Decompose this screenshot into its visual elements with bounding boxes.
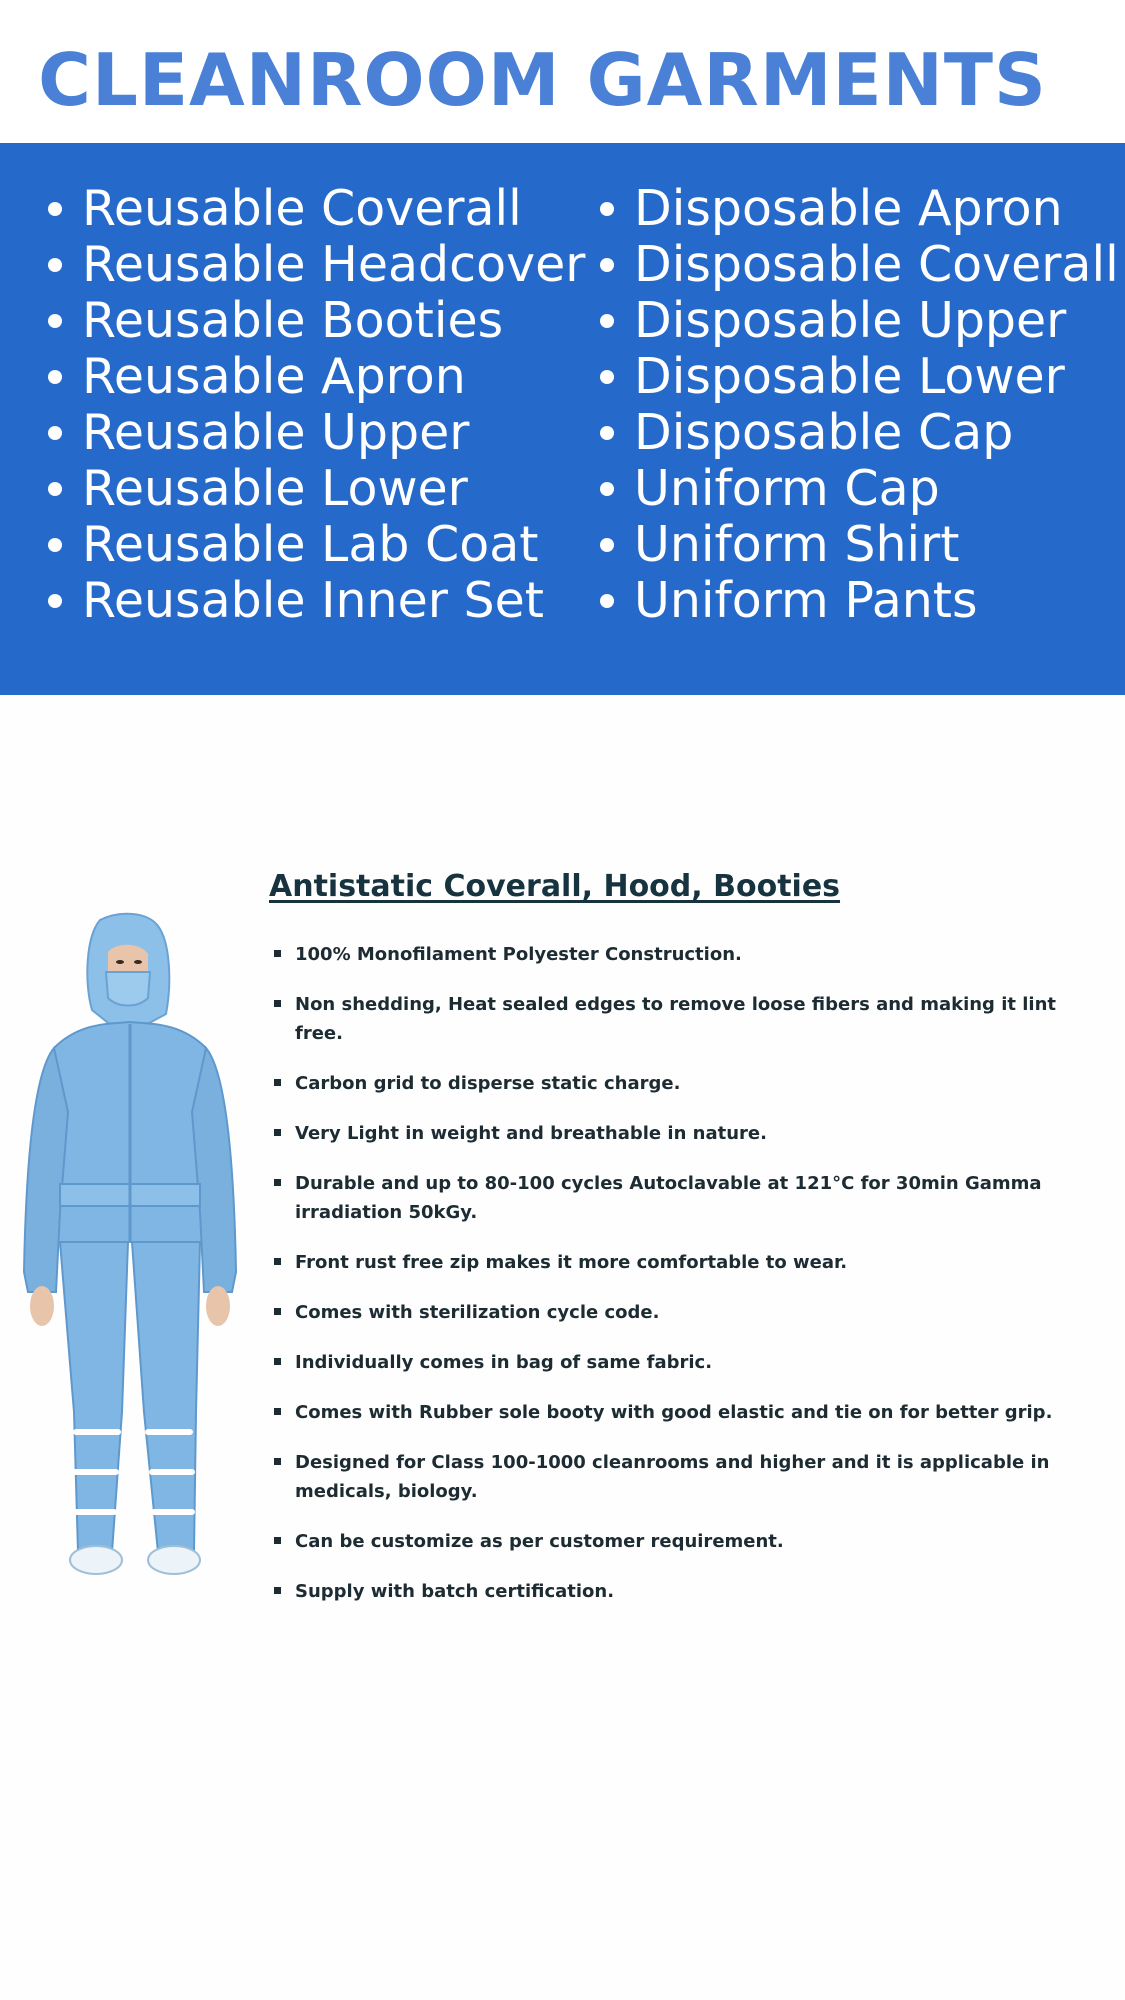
list-item: Reusable Booties <box>44 293 585 349</box>
list-item: Individually comes in bag of same fabric. <box>274 1348 1104 1377</box>
bullet-icon <box>600 370 614 384</box>
list-item: Durable and up to 80-100 cycles Autoclavable at 121°C for 30min Gamma irradiation 50kGy. <box>274 1169 1104 1227</box>
list-item: Very Light in weight and breathable in nature. <box>274 1119 1104 1148</box>
list-item: Front rust free zip makes it more comfortable to wear. <box>274 1248 1104 1277</box>
list-item: Designed for Class 100-1000 cleanrooms and higher and it is applicable in medicals, biology. <box>274 1448 1104 1506</box>
bullet-icon <box>48 482 62 496</box>
list-item: 100% Monofilament Polyester Construction. <box>274 940 1104 969</box>
coverall-photo <box>20 912 240 1587</box>
list-item: Uniform Shirt <box>596 517 1119 573</box>
bullet-icon <box>274 950 281 957</box>
bullet-icon <box>274 1408 281 1415</box>
bullet-icon <box>274 1129 281 1136</box>
list-item: Disposable Coverall <box>596 237 1119 293</box>
list-item: Non shedding, Heat sealed edges to remove loose fibers and making it lint free. <box>274 990 1104 1048</box>
page-title: CLEANROOM GARMENTS <box>38 38 1047 122</box>
bullet-icon <box>274 1458 281 1465</box>
bullet-icon <box>48 314 62 328</box>
page-header <box>0 0 1125 143</box>
list-item: Reusable Lower <box>44 461 585 517</box>
bullet-icon <box>600 594 614 608</box>
list-item: Carbon grid to disperse static charge. <box>274 1069 1104 1098</box>
bullet-icon <box>600 482 614 496</box>
bullet-icon <box>600 426 614 440</box>
bullet-icon <box>274 1079 281 1086</box>
list-item: Reusable Inner Set <box>44 573 585 629</box>
list-item: Comes with sterilization cycle code. <box>274 1298 1104 1327</box>
list-item: Uniform Cap <box>596 461 1119 517</box>
list-item: Reusable Coverall <box>44 181 585 237</box>
bullet-icon <box>48 370 62 384</box>
bullet-icon <box>48 426 62 440</box>
bullet-icon <box>48 538 62 552</box>
bullet-icon <box>600 538 614 552</box>
list-item: Reusable Upper <box>44 405 585 461</box>
list-item: Can be customize as per customer requirement. <box>274 1527 1104 1556</box>
product-list-banner <box>0 143 1125 695</box>
bullet-icon <box>48 202 62 216</box>
bullet-icon <box>274 1537 281 1544</box>
bullet-icon <box>600 258 614 272</box>
list-item: Reusable Lab Coat <box>44 517 585 573</box>
bullet-icon <box>274 1308 281 1315</box>
disposable-uniform-list <box>596 181 1119 629</box>
bullet-icon <box>274 1179 281 1186</box>
list-item: Disposable Cap <box>596 405 1119 461</box>
bullet-icon <box>48 594 62 608</box>
reusable-list <box>44 181 585 629</box>
list-item: Disposable Upper <box>596 293 1119 349</box>
bullet-icon <box>274 1358 281 1365</box>
feature-list <box>274 940 1104 1627</box>
list-item: Reusable Headcover <box>44 237 585 293</box>
bullet-icon <box>48 258 62 272</box>
product-heading: Antistatic Coverall, Hood, Booties <box>269 869 841 904</box>
bullet-icon <box>600 314 614 328</box>
list-item: Disposable Lower <box>596 349 1119 405</box>
bullet-icon <box>274 1258 281 1265</box>
list-item: Uniform Pants <box>596 573 1119 629</box>
list-item: Comes with Rubber sole booty with good elastic and tie on for better grip. <box>274 1398 1104 1427</box>
bullet-icon <box>600 202 614 216</box>
list-item: Supply with batch certification. <box>274 1577 1104 1606</box>
bullet-icon <box>274 1000 281 1007</box>
list-item: Reusable Apron <box>44 349 585 405</box>
list-item: Disposable Apron <box>596 181 1119 237</box>
bullet-icon <box>274 1587 281 1594</box>
